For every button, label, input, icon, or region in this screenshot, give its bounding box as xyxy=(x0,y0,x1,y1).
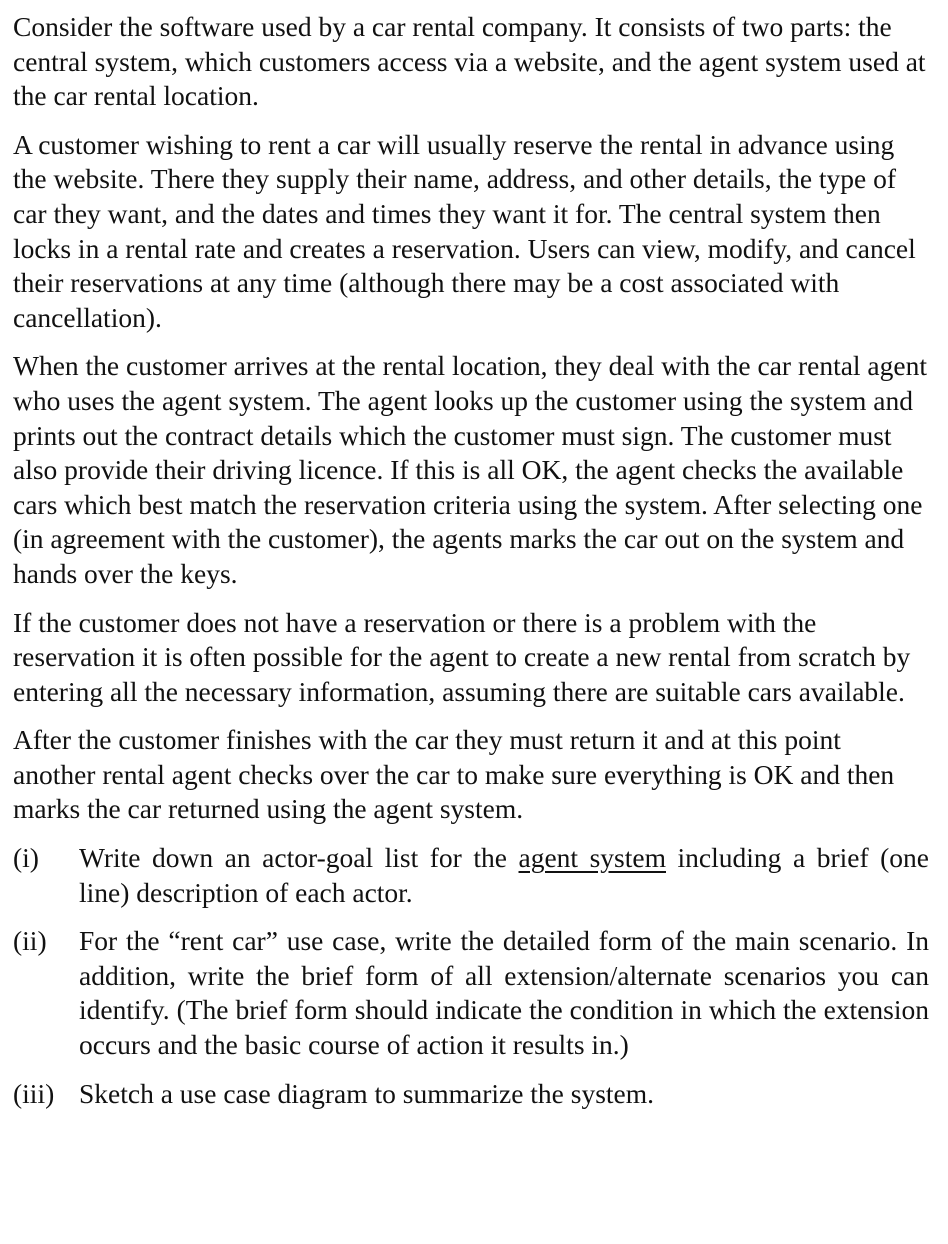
question-text xyxy=(79,841,929,910)
question-ii xyxy=(13,924,929,1062)
question-i xyxy=(13,841,929,910)
document-page xyxy=(13,10,929,1125)
question-number: (i) xyxy=(13,842,39,874)
question-number: (ii) xyxy=(13,925,47,957)
question-text-end: including a brief (one line) description of each actor. xyxy=(79,842,929,908)
intro-paragraph: Consider the software used by a car rental company. It consists of two parts: the central system, which customers access via a website, and the agent system used at the car rental location. xyxy=(13,11,926,112)
return-paragraph: After the customer finishes with the car they must return it and at this point another rental agent checks over the car to make sure everything is OK and then marks the car returned using the agent system. xyxy=(13,724,895,825)
question-text-start: Write down an actor-goal list for the xyxy=(79,842,519,874)
walk-in-paragraph: If the customer does not have a reservation or there is a problem with the reservation it is often possible for the agent to create a new rental from scratch by entering all the necessary information, assuming there are suitable cars available. xyxy=(13,606,911,707)
question-text: For the “rent car” use case, write the detailed form of the main scenario. In addition, write the brief form of all extension/alternate scenarios you can identify. (The brief form should indicate the condition in which the extension occurs and the basic course of action it results in.) xyxy=(79,925,929,1061)
question-number: (iii) xyxy=(13,1077,55,1109)
question-iii xyxy=(13,1077,929,1112)
underlined-term: agent system xyxy=(518,842,666,874)
question-text: Sketch a use case diagram to summarize the system. xyxy=(79,1077,655,1109)
reservation-paragraph: A customer wishing to rent a car will usually reserve the rental in advance using the website. There they supply their name, address, and other details, the type of car they want, and the dates and times they want it for. The central system then locks in a rental rate and creates a reservation. Users can view, modify, and cancel their reservations at any time (although there may be a cost associated with cancellation). xyxy=(13,128,916,333)
pickup-paragraph: When the customer arrives at the rental location, they deal with the car rental agent who uses the agent system. The agent looks up the customer using the system and prints out the contract details which the customer must sign. The customer must also provide their driving licence. If this is all OK, the agent checks the available cars which best match the reservation criteria using the system. After selecting one (in agreement with the customer), the agents marks the car out on the system and hands over the keys. xyxy=(13,350,927,589)
